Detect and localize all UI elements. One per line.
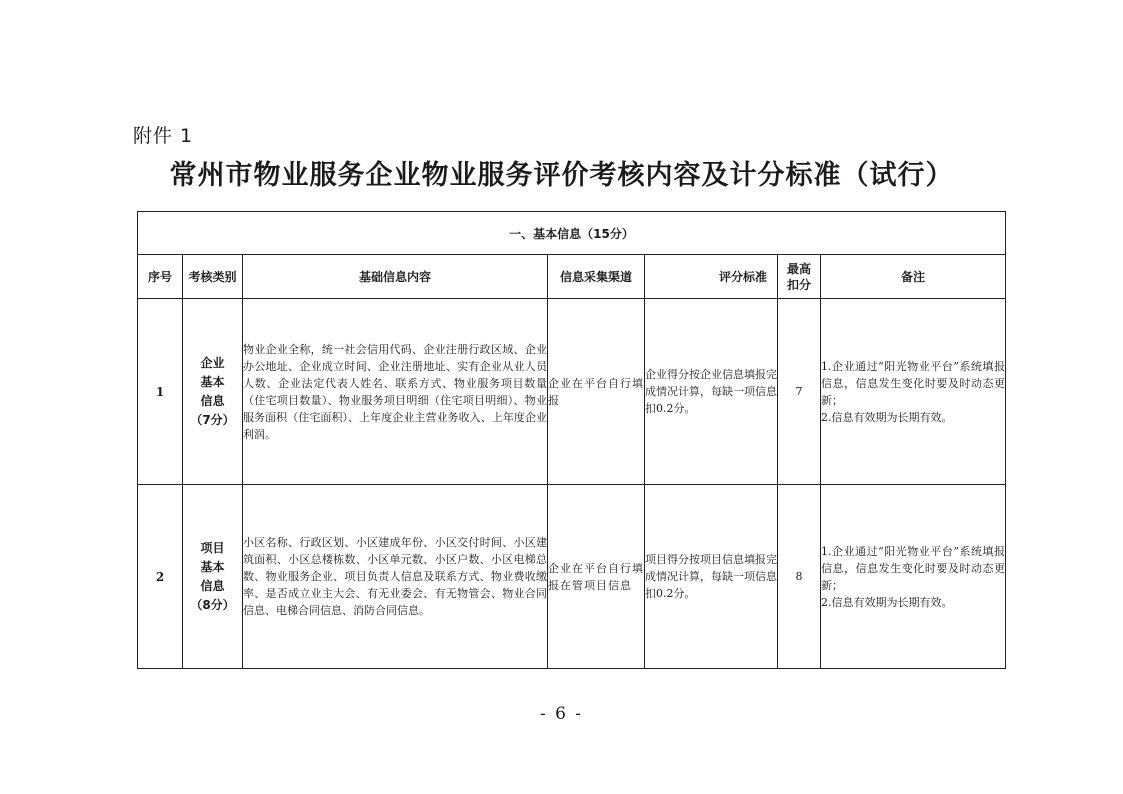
column-header-seq: 序号: [138, 255, 183, 299]
row-channel: 企业在平台自行填报在管项目信息: [548, 485, 645, 669]
row-remark: [821, 485, 1006, 669]
column-header-standard: 评分标准: [645, 255, 778, 299]
category-line: （8分）: [190, 597, 235, 612]
row-content: 物业企业全称，统一社会信用代码、企业注册行政区域、企业办公地址、企业成立时间、企业注册地址、实有企业从业人员人数、企业法定代表人姓名、联系方式、物业服务项目数量（住宅项目数量）、物业服务项目明细（住宅项目明细）、物业服务面积（住宅面积）、上年度企业主营业务收入、上年度企业利润。: [243, 299, 548, 485]
page-number: - 6 -: [539, 704, 584, 724]
assessment-table: [137, 211, 1006, 669]
max-score-header-line2: 扣分: [786, 277, 811, 292]
row-max-score: 8: [778, 485, 821, 669]
column-header-remark: 备注: [821, 255, 1006, 299]
column-header-channel: 信息采集渠道: [548, 255, 645, 299]
table-row: [138, 485, 1006, 669]
category-line: 企业: [200, 355, 225, 370]
column-header-category: 考核类别: [183, 255, 243, 299]
category-line: 项目: [200, 540, 225, 555]
table-row: [138, 299, 1006, 485]
row-seq: 2: [138, 485, 183, 669]
remark-line: 1.企业通过“阳光物业平台”系统填报信息，信息发生变化时要及时动态更新；: [821, 544, 1006, 592]
category-line: 信息: [200, 578, 225, 593]
row-category: [183, 485, 243, 669]
attachment-label: 附件 1: [133, 125, 194, 147]
row-standard: 企业得分按企业信息填报完成情况计算，每缺一项信息扣0.2分。: [645, 299, 778, 485]
row-category: [183, 299, 243, 485]
category-line: 基本: [200, 374, 225, 389]
column-header-max-score: [778, 255, 821, 299]
category-line: 基本: [200, 559, 225, 574]
remark-line: 1.企业通过“阳光物业平台”系统填报信息，信息发生变化时要及时动态更新；: [821, 359, 1006, 407]
column-header-row: [138, 255, 1006, 299]
row-seq: 1: [138, 299, 183, 485]
category-line: 信息: [200, 393, 225, 408]
column-header-content: 基础信息内容: [243, 255, 548, 299]
row-standard: 项目得分按项目信息填报完成情况计算，每缺一项信息扣0.2分。: [645, 485, 778, 669]
row-remark: [821, 299, 1006, 485]
document-title: 常州市物业服务企业物业服务评价考核内容及计分标准（试行）: [169, 160, 954, 191]
row-content: 小区名称、行政区划、小区建成年份、小区交付时间、小区建筑面积、小区总楼栋数、小区单元数、小区户数、小区电梯总数、物业服务企业、项目负责人信息及联系方式、物业费收缴率、是否成立业主大会、有无业委会、有无物管会、物业合同信息、电梯合同信息、消防合同信息。: [243, 485, 548, 669]
row-channel: 企业在平台自行填报: [548, 299, 645, 485]
remark-line: 2.信息有效期为长期有效。: [821, 595, 953, 609]
remark-line: 2.信息有效期为长期有效。: [821, 410, 953, 424]
category-line: （7分）: [190, 412, 235, 427]
section-title: 一、基本信息（15分）: [138, 212, 1006, 255]
row-max-score: 7: [778, 299, 821, 485]
max-score-header-line1: 最高: [786, 261, 811, 276]
